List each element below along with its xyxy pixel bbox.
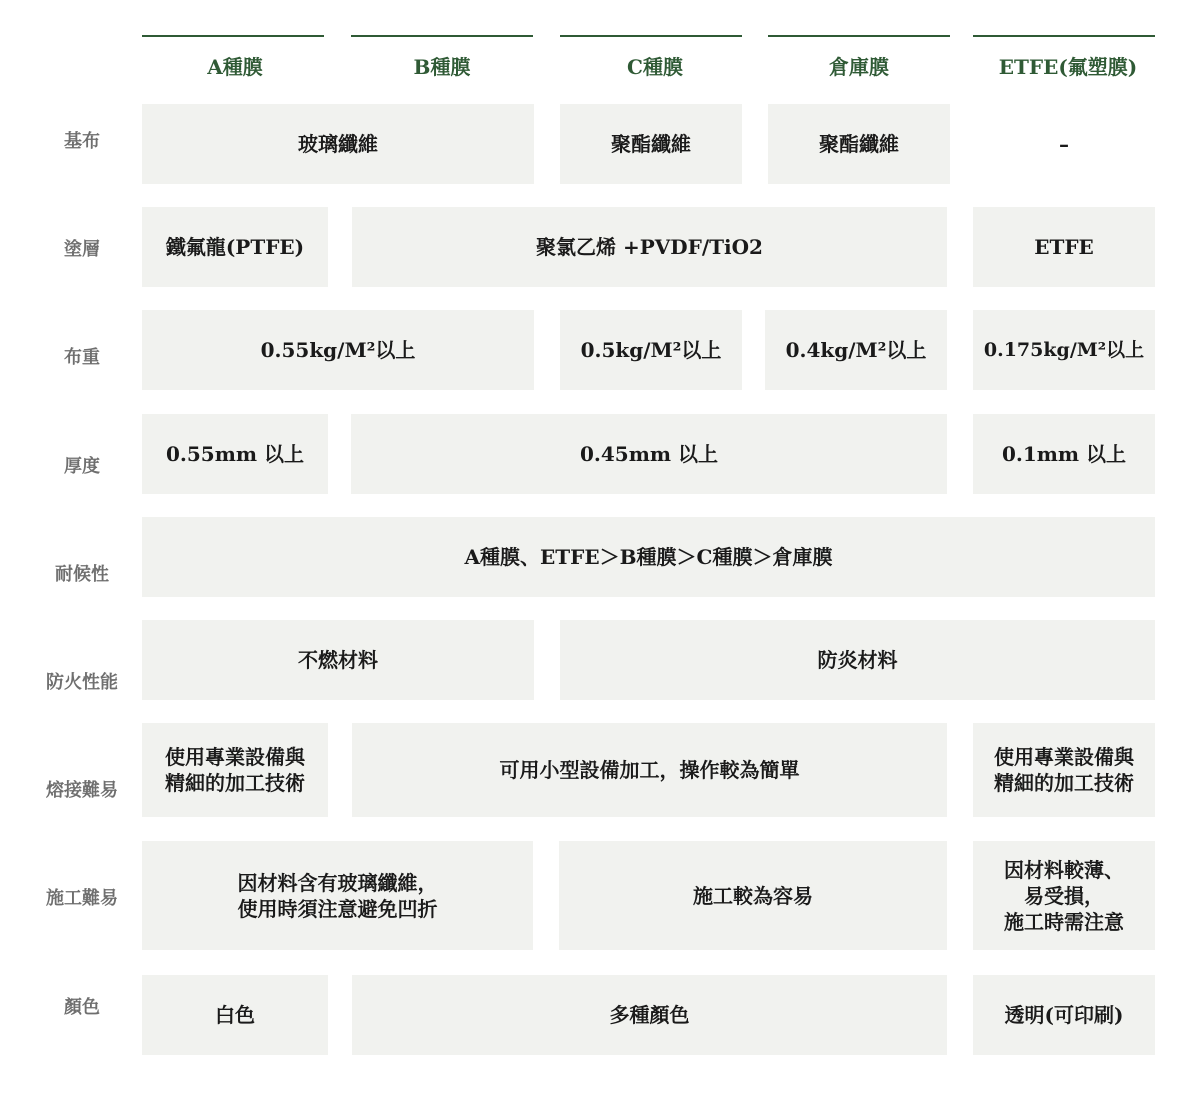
- header-divider-c: [560, 35, 742, 37]
- cell-weight-etfe: 0.175kg/M²以上: [973, 310, 1155, 390]
- cell-weight-warehouse: 0.4kg/M²以上: [765, 310, 947, 390]
- cell-welding-a: 使用專業設備與 精細的加工技術: [142, 723, 328, 817]
- cell-coating-ptfe: 鐵氟龍(PTFE): [142, 207, 328, 287]
- cell-base-cloth-polyester-c: 聚酯纖維: [560, 104, 742, 184]
- cell-coating-pvc: 聚氯乙烯 +PVDF/TiO2: [352, 207, 947, 287]
- column-header-a: A種膜: [207, 55, 263, 79]
- column-header-warehouse: 倉庫膜: [829, 55, 889, 79]
- cell-welding-bcw: 可用小型設備加工，操作較為簡單: [352, 723, 947, 817]
- row-label-welding: 熔接難易: [46, 780, 118, 801]
- cell-thickness-a: 0.55mm 以上: [142, 414, 328, 494]
- cell-weight-c: 0.5kg/M²以上: [560, 310, 742, 390]
- header-divider-warehouse: [768, 35, 950, 37]
- row-label-color: 顏色: [64, 997, 100, 1018]
- row-label-construction: 施工難易: [46, 888, 118, 909]
- cell-construction-etfe: 因材料較薄、 易受損， 施工時需注意: [973, 841, 1155, 950]
- header-divider-etfe: [973, 35, 1155, 37]
- row-label-thickness: 厚度: [64, 456, 100, 477]
- row-label-base-cloth: 基布: [64, 131, 100, 152]
- cell-thickness-bcw: 0.45mm 以上: [351, 414, 947, 494]
- cell-color-bcw: 多種顏色: [352, 975, 947, 1055]
- cell-base-cloth-polyester-warehouse: 聚酯纖維: [768, 104, 950, 184]
- header-divider-a: [142, 35, 324, 37]
- column-header-b: B種膜: [413, 55, 471, 79]
- header-divider-b: [351, 35, 533, 37]
- row-label-weather-resistance: 耐候性: [55, 564, 109, 585]
- cell-fire-resistance-rest: 防炎材料: [560, 620, 1155, 700]
- cell-base-cloth-etfe: –: [1059, 132, 1069, 156]
- cell-weight-ab: 0.55kg/M²以上: [142, 310, 534, 390]
- cell-color-etfe: 透明(可印刷): [973, 975, 1155, 1055]
- cell-thickness-etfe: 0.1mm 以上: [973, 414, 1155, 494]
- column-header-c: C種膜: [627, 55, 683, 79]
- row-label-fire-resistance: 防火性能: [46, 672, 118, 693]
- row-label-weight: 布重: [64, 347, 100, 368]
- row-label-coating: 塗層: [64, 239, 100, 260]
- cell-weather-resistance-all: A種膜、ETFE＞B種膜＞C種膜＞倉庫膜: [142, 517, 1155, 597]
- cell-fire-resistance-ab: 不燃材料: [142, 620, 534, 700]
- cell-welding-etfe: 使用專業設備與 精細的加工技術: [973, 723, 1155, 817]
- cell-construction-cw: 施工較為容易: [559, 841, 947, 950]
- cell-color-a: 白色: [142, 975, 328, 1055]
- cell-construction-ab: 因材料含有玻璃纖維， 使用時須注意避免凹折: [142, 841, 533, 950]
- column-header-etfe: ETFE(氟塑膜): [998, 55, 1138, 79]
- cell-coating-etfe: ETFE: [973, 207, 1155, 287]
- cell-base-cloth-glass-fiber: 玻璃纖維: [142, 104, 534, 184]
